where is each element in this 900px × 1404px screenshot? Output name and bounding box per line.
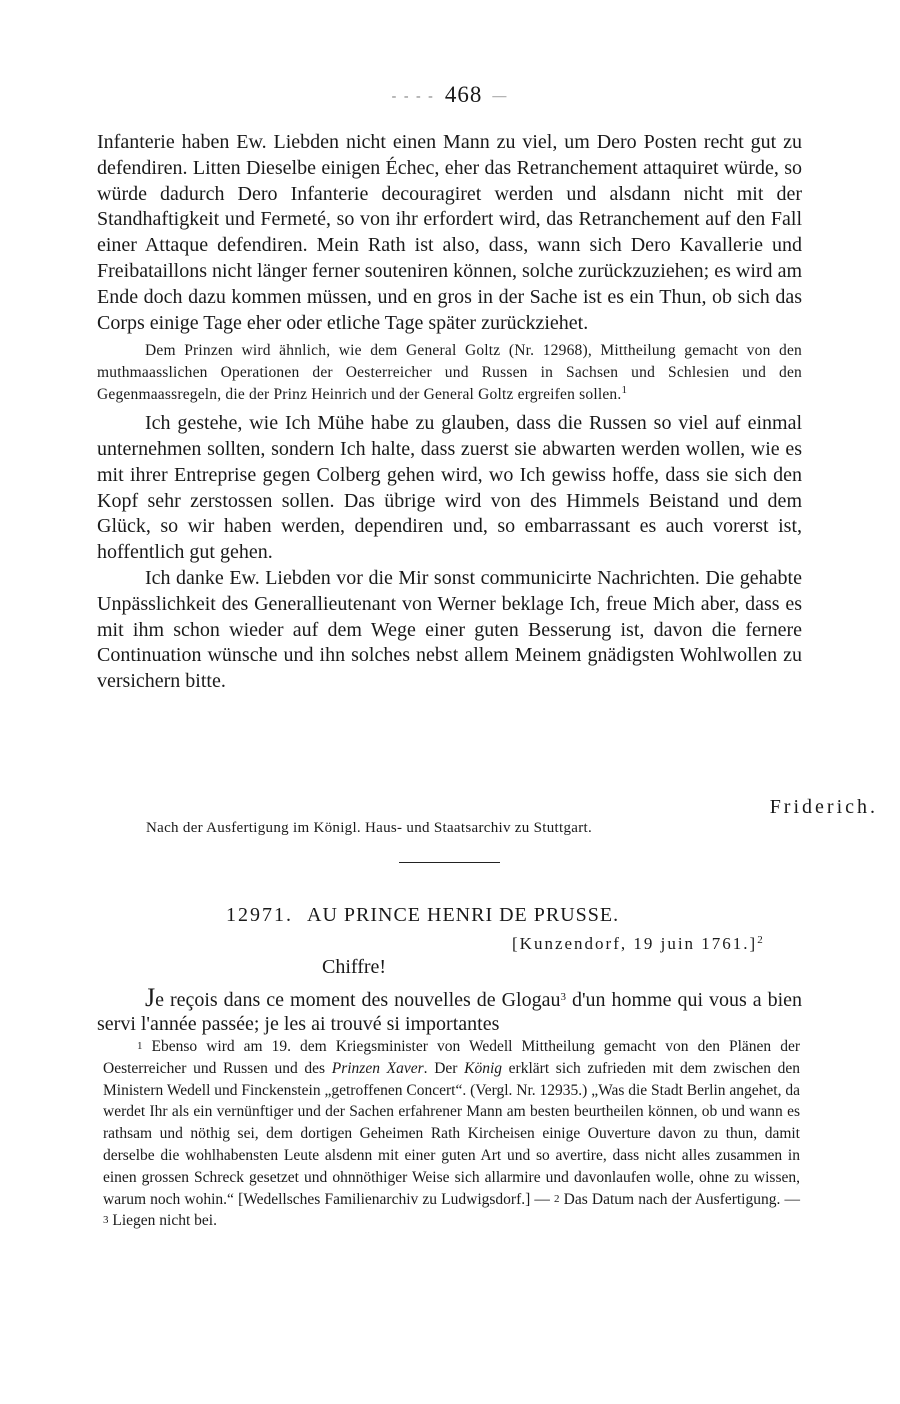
header-right-dash: — xyxy=(492,88,509,104)
footnote-1-text-c: erklärt sich zufrieden mit dem zwischen den Ministern Wedell und Finckenstein „getroffenen Concert“. (Vergl. Nr. 12935.) „Was die Stadt Berlin angehet, da werdet Ihr als ein vernünftiger und der Sachen erfahrener Mann am besten beurtheilen können, ob und wann es rathsam und nöthig sei, dem dortigen Geheimen Rath Kircheisen einige Ouverture davon zu thun, damit derselbe die wohlhabensten Leute alsdenn mit einer guten Art und so avertire, dass nicht alles zusammen in einen grossen Schreck gesetzet und ohnnöthiger Weise sich allarmire und davonlaufen wolle, ohne zu wissen, warum noch wohin.“ [Wedellsches Familienarchiv zu Ludwigsdorf.] — xyxy=(103,1059,801,1208)
opening-initial: J xyxy=(145,983,156,1012)
footnotes xyxy=(103,1036,800,1232)
header-left-dash: - - - - xyxy=(391,88,435,104)
document-heading xyxy=(226,904,619,927)
footnote-1-italic-1: Prinzen Xaver xyxy=(331,1059,424,1077)
editorial-note-text: Dem Prinzen wird ähnlich, wie dem General Goltz (Nr. 12968), Mittheilung gemacht von den muthmaasslichen Operationen der Oesterreicher und Russen in Sachsen und Schlesien und den Gegenmaassregeln, die der Prinz Heinrich und der General Goltz ergreifen sollen. xyxy=(97,342,802,403)
footnote-ref-2: 2 xyxy=(757,934,765,946)
dateline-text: [Kunzendorf, 19 juin 1761.] xyxy=(512,934,758,953)
footnote-ref-1: 1 xyxy=(621,383,628,396)
cipher-note: Chiffre! xyxy=(322,956,387,978)
letter-body xyxy=(97,130,802,695)
footnote-2-text: Das Datum nach der Ausfertigung. — xyxy=(559,1190,800,1208)
footnote-1-text-a: Ebenso wird am 19. dem Kriegsminister von Wedell Mittheilung gemacht von den Plänen der Oesterreicher und Russen und des xyxy=(103,1038,800,1077)
letter-paragraph-1: Infanterie haben Ew. Liebden nicht einen Mann zu viel, um Dero Posten recht gut zu defendiren. Litten Dieselbe einigen Échec, eher das Retranchement attaquiret würde, so würde dadurch Dero Infanterie decouragiret werden und alsdann nicht mit der Standhaftigkeit und Fermeté, so von ihr erfordert wird, das Retranchement auf den Fall einer Attaque defendiren. Mein Rath ist also, dass, wann sich Dero Kavallerie und Freibataillons nicht länger ferner souteniren können, solche zurückzuziehen; es wird am Ende doch dazu kommen müssen, und en gros in der Sache ist es ein Thun, ob sich das Corps einige Tage eher oder etliche Tage später zurückziehet. xyxy=(97,131,802,334)
letter-paragraph-3: Ich danke Ew. Liebden vor die Mir sonst communicirte Nachrichten. Die gehabte Unpässlichkeit des Generallieutenant von Werner beklage Ich, freue Mich aber, dass es mit ihm schon wieder auf dem Wege einer guten Besserung ist, davon die fernere Continuation wünsche und ihn solches nebst allem Meinem gnädigsten Wohlwollen zu versichern bitte. xyxy=(97,566,802,693)
source-note: Nach der Ausfertigung im Königl. Haus- und Staatsarchiv zu Stuttgart. xyxy=(146,820,593,836)
footnote-ref-3: 3 xyxy=(560,991,566,1003)
french-opening-paragraph xyxy=(97,983,803,1036)
signature: Friderich. xyxy=(769,796,878,818)
footnote-2-mark: 2 xyxy=(554,1192,560,1205)
page-header xyxy=(0,82,900,108)
french-letter-body xyxy=(97,983,803,1036)
footnote-1-italic-2: König xyxy=(464,1059,503,1077)
footnote-1-text-b: . Der xyxy=(423,1059,465,1077)
document-number: 12971. xyxy=(226,904,293,926)
footnote-3-mark: 3 xyxy=(103,1214,109,1227)
footnote-3-text: Liegen nicht bei. xyxy=(108,1212,217,1230)
opening-text-b: d'un homme qui vous a bien servi l'année passée; je les ai trouvé si importantes xyxy=(97,989,803,1035)
letter-paragraph-2: Ich gestehe, wie Ich Mühe habe zu glauben, dass die Russen so viel auf einmal unternehmen sollten, sondern Ich halte, dass zuerst sie abwarten werden wollen, wie es mit ihrer Entreprise gegen Colberg gehen wird, wo Ich gewiss hoffe, dass sie sich den Kopf sehr zerstossen sollen. Das übrige wird von des Himmels Beistand und dem Glück, so wir haben werden, dependiren und, so embarrassant es auch vorerst ist, hoffentlich gut gehen. xyxy=(97,412,802,564)
document-title: AU PRINCE HENRI DE PRUSSE. xyxy=(307,904,620,926)
opening-text-a: e reçois dans ce moment des nouvelles de Glogau xyxy=(155,989,561,1011)
editorial-note xyxy=(97,340,802,405)
dateline xyxy=(512,934,765,954)
section-divider xyxy=(399,862,500,863)
footnote-1-mark: 1 xyxy=(137,1040,143,1052)
page-number: 468 xyxy=(444,82,483,107)
